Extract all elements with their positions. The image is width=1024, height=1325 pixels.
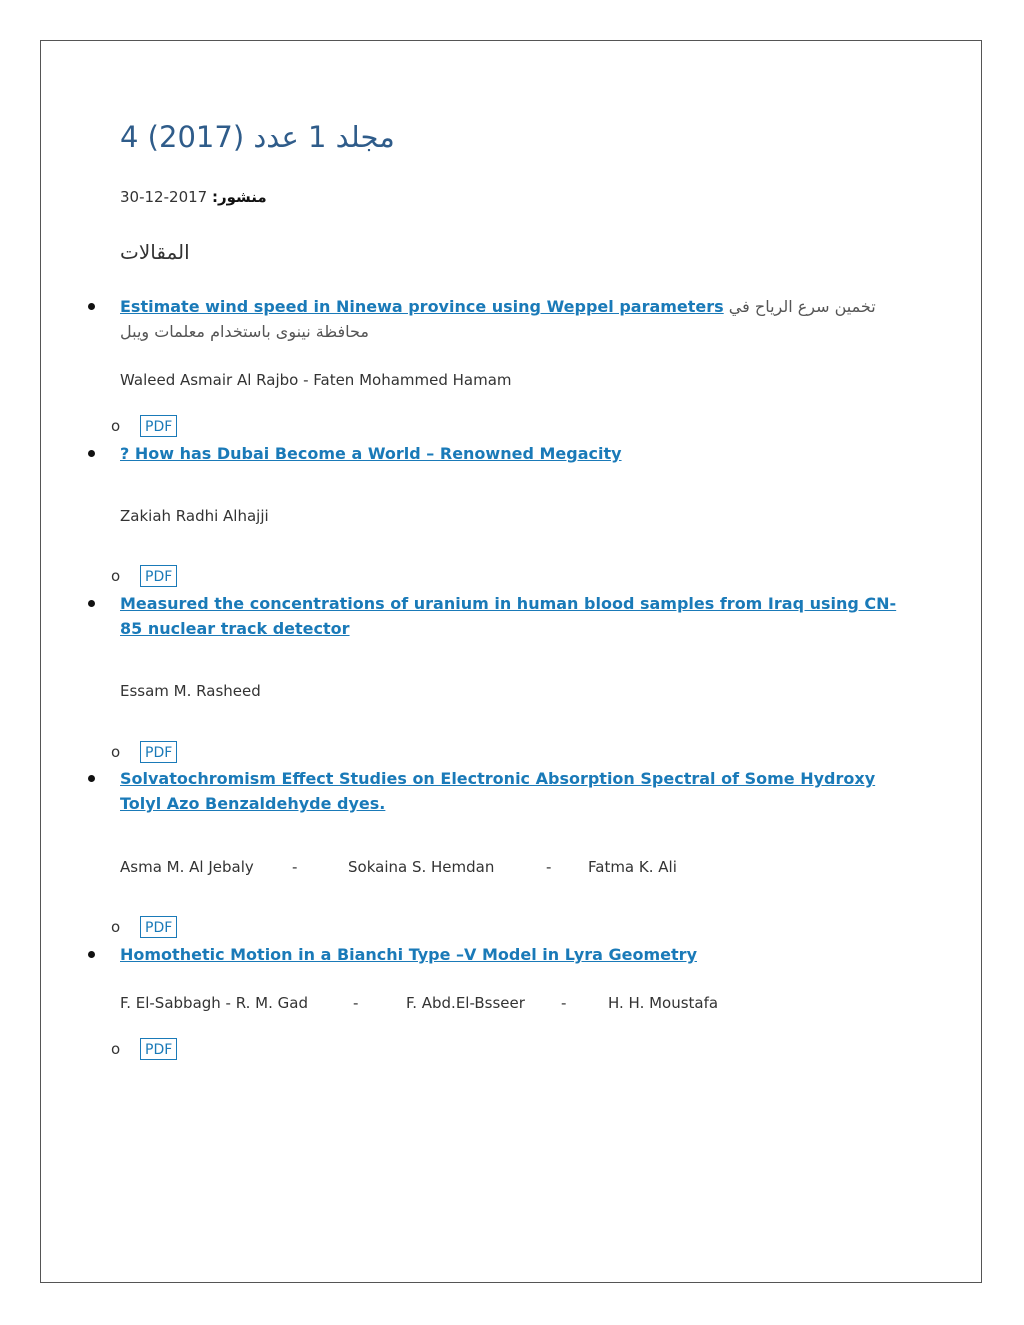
author-name: Fatma K. Ali xyxy=(588,858,677,876)
author-separator: - xyxy=(292,858,298,876)
author-name: Sokaina S. Hemdan xyxy=(348,858,495,876)
author-line: Waleed Asmair Al Rajbo - Faten Mohammed Hamam xyxy=(120,371,512,389)
pdf-button[interactable]: PDF xyxy=(140,1038,177,1060)
list-bullet xyxy=(88,600,95,607)
author-separator: - xyxy=(353,994,359,1012)
article-title-link[interactable]: Solvatochromism Effect Studies on Electronic Absorption Spectral of Some Hydroxy Tolyl Azo Benzaldehyde dyes. xyxy=(120,769,876,813)
article-authors xyxy=(120,507,269,525)
list-bullet xyxy=(88,450,95,457)
sublist-marker: o xyxy=(111,918,121,936)
author-line: Essam M. Rasheed xyxy=(120,682,261,700)
issue-title: 4 مجلد 1 عدد (2017) xyxy=(120,120,395,154)
author-line: Zakiah Radhi Alhajji xyxy=(120,507,269,525)
published-date xyxy=(120,188,267,206)
article-title-link[interactable]: Estimate wind speed in Ninewa province using Weppel parameters xyxy=(120,297,724,316)
pdf-button[interactable]: PDF xyxy=(140,565,177,587)
author-name: H. H. Moustafa xyxy=(608,994,719,1012)
author-name: Asma M. Al Jebaly xyxy=(120,858,254,876)
published-label: منشور: xyxy=(212,188,267,206)
list-bullet xyxy=(88,775,95,782)
article-authors xyxy=(120,682,261,700)
pdf-button[interactable]: PDF xyxy=(140,916,177,938)
article-title-link[interactable]: Homothetic Motion in a Bianchi Type –V Model in Lyra Geometry xyxy=(120,945,697,964)
article-item xyxy=(120,766,900,816)
sublist-marker: o xyxy=(111,567,121,585)
list-bullet xyxy=(88,951,95,958)
article-title-link[interactable]: Measured the concentrations of uranium in human blood samples from Iraq using CN-85 nuclear track detector xyxy=(120,594,897,638)
article-item xyxy=(120,294,900,344)
article-item xyxy=(120,942,900,967)
list-bullet xyxy=(88,303,95,310)
article-title-arabic: تخمين سرع الرياح في محافظة نينوى باستخدام معلمات ويبل xyxy=(120,297,876,341)
author-name: F. El-Sabbagh - R. M. Gad xyxy=(120,994,308,1012)
author-separator: - xyxy=(561,994,567,1012)
author-name: F. Abd.El-Bsseer xyxy=(406,994,525,1012)
article-authors xyxy=(120,994,718,1012)
page-frame xyxy=(40,40,982,1283)
sublist-marker: o xyxy=(111,417,121,435)
articles-heading: المقالات xyxy=(120,240,190,264)
pdf-button[interactable]: PDF xyxy=(140,415,177,437)
sublist-marker: o xyxy=(111,1040,121,1058)
pdf-button[interactable]: PDF xyxy=(140,741,177,763)
author-separator: - xyxy=(546,858,552,876)
sublist-marker: o xyxy=(111,743,121,761)
article-title-link[interactable]: ? How has Dubai Become a World – Renowned Megacity xyxy=(120,444,622,463)
article-item xyxy=(120,591,900,641)
article-authors xyxy=(120,858,677,876)
published-date-value: 2017-12-30 xyxy=(120,188,208,206)
article-item xyxy=(120,441,900,466)
article-authors xyxy=(120,371,512,389)
